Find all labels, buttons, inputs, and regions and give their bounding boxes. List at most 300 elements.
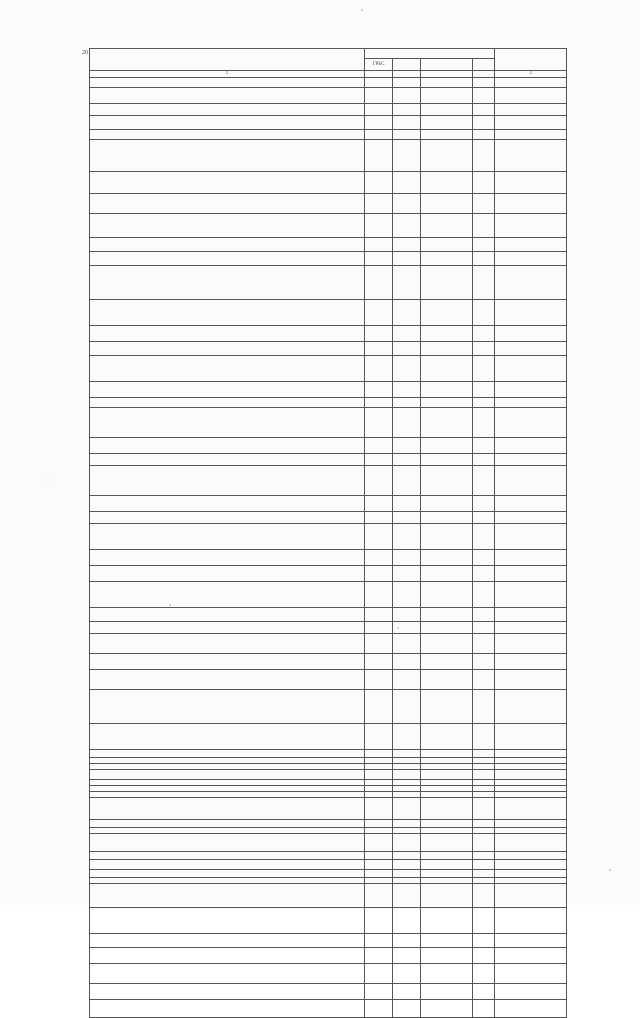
table-cell-grbs: [365, 549, 393, 565]
table-cell-section: [393, 511, 421, 523]
table-cell-section: [393, 355, 421, 381]
table-body: [90, 77, 567, 1017]
table-cell-name: [90, 749, 365, 757]
table-cell-sum: [495, 437, 567, 453]
table-cell-kind: [473, 523, 495, 549]
table-cell-section: [393, 237, 421, 251]
table-cell-sum: [495, 933, 567, 947]
table-cell-name: [90, 407, 365, 437]
table-cell-name: [90, 769, 365, 779]
table-row: [90, 325, 567, 341]
table-cell-name: [90, 999, 365, 1017]
table-cell-section: [393, 103, 421, 115]
table-cell-target: [421, 397, 473, 407]
table-row: [90, 607, 567, 621]
table-cell-name: [90, 495, 365, 511]
table-cell-target: [421, 523, 473, 549]
table-cell-grbs: [365, 581, 393, 607]
table-cell-target: [421, 723, 473, 749]
table-cell-grbs: [365, 689, 393, 723]
index-cell: 3: [495, 71, 567, 78]
table-cell-grbs: [365, 523, 393, 549]
table-cell-target: [421, 833, 473, 851]
table-cell-target: [421, 797, 473, 819]
table-row: [90, 819, 567, 827]
table-cell-section: [393, 669, 421, 689]
table-cell-section: [393, 607, 421, 621]
table-row: [90, 797, 567, 819]
table-cell-sum: [495, 511, 567, 523]
table-row: [90, 947, 567, 963]
table-cell-section: [393, 437, 421, 453]
table-cell-sum: [495, 607, 567, 621]
table-cell-target: [421, 407, 473, 437]
table-cell-sum: [495, 819, 567, 827]
table-cell-sum: [495, 397, 567, 407]
table-cell-sum: [495, 869, 567, 877]
table-cell-target: [421, 653, 473, 669]
table-cell-sum: [495, 139, 567, 171]
table-cell-section: [393, 769, 421, 779]
table-cell-kind: [473, 723, 495, 749]
table-cell-kind: [473, 669, 495, 689]
header-sum: [495, 49, 567, 71]
table-cell-grbs: [365, 87, 393, 103]
table-cell-kind: [473, 465, 495, 495]
table-cell-kind: [473, 689, 495, 723]
table-cell-name: [90, 453, 365, 465]
table-cell-target: [421, 103, 473, 115]
table-cell-kind: [473, 833, 495, 851]
table-cell-section: [393, 851, 421, 859]
table-cell-grbs: [365, 633, 393, 653]
table-cell-name: [90, 193, 365, 213]
table-cell-section: [393, 495, 421, 511]
table-cell-name: [90, 171, 365, 193]
table-cell-kind: [473, 495, 495, 511]
table-cell-name: [90, 689, 365, 723]
header-section: [393, 59, 421, 71]
table-cell-target: [421, 749, 473, 757]
table-cell-target: [421, 947, 473, 963]
table-row: [90, 621, 567, 633]
table-cell-target: [421, 265, 473, 299]
table-cell-grbs: [365, 907, 393, 933]
table-cell-section: [393, 797, 421, 819]
table-cell-target: [421, 325, 473, 341]
table-cell-target: [421, 851, 473, 859]
table-cell-sum: [495, 999, 567, 1017]
table-row: [90, 77, 567, 87]
table-cell-kind: [473, 851, 495, 859]
table-cell-name: [90, 869, 365, 877]
table-cell-target: [421, 565, 473, 581]
table-cell-sum: [495, 115, 567, 129]
table-cell-kind: [473, 907, 495, 933]
table-row: [90, 129, 567, 139]
table-cell-section: [393, 251, 421, 265]
table-cell-sum: [495, 963, 567, 983]
table-cell-target: [421, 999, 473, 1017]
table-cell-section: [393, 907, 421, 933]
table-cell-target: [421, 769, 473, 779]
table-cell-sum: [495, 251, 567, 265]
table-row: [90, 549, 567, 565]
table-cell-kind: [473, 769, 495, 779]
table-row: [90, 723, 567, 749]
table-cell-section: [393, 87, 421, 103]
table-cell-name: [90, 581, 365, 607]
table-cell-sum: [495, 859, 567, 869]
table-cell-name: [90, 907, 365, 933]
table-cell-target: [421, 607, 473, 621]
table-cell-sum: [495, 723, 567, 749]
table-cell-sum: [495, 103, 567, 115]
header-codes: [365, 49, 495, 59]
table-cell-name: [90, 549, 365, 565]
table-cell-grbs: [365, 769, 393, 779]
table-cell-target: [421, 87, 473, 103]
table-cell-sum: [495, 947, 567, 963]
table-row: [90, 963, 567, 983]
table-cell-sum: [495, 523, 567, 549]
table-cell-grbs: [365, 851, 393, 859]
table-cell-sum: [495, 633, 567, 653]
table-row: [90, 381, 567, 397]
table-cell-target: [421, 77, 473, 87]
table-cell-section: [393, 883, 421, 907]
table-cell-section: [393, 859, 421, 869]
table-row: [90, 437, 567, 453]
table-cell-sum: [495, 769, 567, 779]
table-cell-grbs: [365, 193, 393, 213]
header-target: [421, 59, 473, 71]
table-cell-section: [393, 193, 421, 213]
table-cell-sum: [495, 669, 567, 689]
table-cell-name: [90, 139, 365, 171]
table-cell-grbs: [365, 723, 393, 749]
table-cell-name: [90, 397, 365, 407]
table-cell-kind: [473, 139, 495, 171]
table-cell-target: [421, 689, 473, 723]
table-cell-target: [421, 129, 473, 139]
page-number: 20: [82, 50, 88, 56]
table-cell-target: [421, 437, 473, 453]
table-cell-name: [90, 237, 365, 251]
table-row: [90, 565, 567, 581]
table-cell-grbs: [365, 213, 393, 237]
table-cell-section: [393, 397, 421, 407]
table-cell-grbs: [365, 819, 393, 827]
table-row: [90, 769, 567, 779]
table-cell-sum: [495, 581, 567, 607]
table-cell-name: [90, 511, 365, 523]
table-cell-grbs: [365, 171, 393, 193]
table-cell-kind: [473, 397, 495, 407]
table-cell-sum: [495, 265, 567, 299]
table-row: [90, 983, 567, 999]
table-cell-grbs: [365, 833, 393, 851]
table-cell-section: [393, 171, 421, 193]
table-cell-grbs: [365, 465, 393, 495]
table-cell-section: [393, 299, 421, 325]
table-cell-section: [393, 341, 421, 355]
table-cell-section: [393, 77, 421, 87]
table-cell-grbs: [365, 983, 393, 999]
table-row: [90, 251, 567, 265]
table-cell-section: [393, 689, 421, 723]
table-row: [90, 749, 567, 757]
table-cell-target: [421, 907, 473, 933]
table-cell-section: [393, 633, 421, 653]
table-cell-kind: [473, 115, 495, 129]
table-cell-sum: [495, 749, 567, 757]
table-cell-grbs: [365, 115, 393, 129]
table-cell-section: [393, 265, 421, 299]
table-cell-grbs: [365, 299, 393, 325]
table-cell-grbs: [365, 437, 393, 453]
table-row: [90, 407, 567, 437]
table-cell-sum: [495, 653, 567, 669]
table-cell-sum: [495, 907, 567, 933]
table-cell-kind: [473, 453, 495, 465]
table-cell-section: [393, 581, 421, 607]
table-cell-kind: [473, 341, 495, 355]
table-cell-kind: [473, 213, 495, 237]
table-cell-sum: [495, 465, 567, 495]
table-cell-grbs: [365, 859, 393, 869]
table-row: [90, 495, 567, 511]
table-cell-name: [90, 115, 365, 129]
table-cell-sum: [495, 193, 567, 213]
table-cell-kind: [473, 947, 495, 963]
table-cell-kind: [473, 87, 495, 103]
table-cell-kind: [473, 819, 495, 827]
table-cell-grbs: [365, 883, 393, 907]
table-row: [90, 833, 567, 851]
table-cell-target: [421, 115, 473, 129]
table-cell-name: [90, 933, 365, 947]
table-row: [90, 511, 567, 523]
table-cell-target: [421, 213, 473, 237]
table-cell-name: [90, 797, 365, 819]
header-name: [90, 49, 365, 71]
table-cell-target: [421, 883, 473, 907]
table-row: [90, 453, 567, 465]
table-cell-grbs: [365, 237, 393, 251]
table-cell-section: [393, 115, 421, 129]
table-cell-kind: [473, 77, 495, 87]
table-cell-kind: [473, 381, 495, 397]
table-row: [90, 669, 567, 689]
table-cell-name: [90, 381, 365, 397]
table-cell-name: [90, 355, 365, 381]
table-cell-section: [393, 653, 421, 669]
table-row: [90, 523, 567, 549]
table-cell-target: [421, 669, 473, 689]
table-cell-kind: [473, 565, 495, 581]
table-cell-kind: [473, 999, 495, 1017]
table-row: [90, 103, 567, 115]
table-cell-kind: [473, 653, 495, 669]
table-cell-grbs: [365, 963, 393, 983]
table-row: [90, 115, 567, 129]
table-cell-target: [421, 139, 473, 171]
table-cell-grbs: [365, 653, 393, 669]
table-cell-name: [90, 103, 365, 115]
index-cell: 1: [90, 71, 365, 78]
table-cell-target: [421, 465, 473, 495]
table-cell-section: [393, 381, 421, 397]
table-cell-sum: [495, 407, 567, 437]
table-cell-kind: [473, 549, 495, 565]
table-cell-grbs: [365, 495, 393, 511]
table-cell-section: [393, 947, 421, 963]
table-cell-kind: [473, 355, 495, 381]
table-cell-kind: [473, 171, 495, 193]
table-cell-sum: [495, 213, 567, 237]
table-cell-grbs: [365, 139, 393, 171]
table-row: [90, 465, 567, 495]
table-cell-grbs: [365, 797, 393, 819]
table-cell-section: [393, 833, 421, 851]
table-cell-grbs: [365, 129, 393, 139]
table-cell-section: [393, 723, 421, 749]
table-cell-target: [421, 581, 473, 607]
table-cell-grbs: [365, 749, 393, 757]
table-cell-section: [393, 139, 421, 171]
table-cell-section: [393, 453, 421, 465]
table-cell-kind: [473, 963, 495, 983]
table-cell-sum: [495, 299, 567, 325]
table-cell-kind: [473, 983, 495, 999]
table-cell-kind: [473, 193, 495, 213]
table-cell-name: [90, 851, 365, 859]
table-cell-section: [393, 819, 421, 827]
table-cell-name: [90, 963, 365, 983]
table-cell-name: [90, 723, 365, 749]
table-cell-section: [393, 213, 421, 237]
table-cell-sum: [495, 549, 567, 565]
table-cell-name: [90, 325, 365, 341]
table-row: [90, 859, 567, 869]
table-cell-kind: [473, 237, 495, 251]
table-cell-grbs: [365, 77, 393, 87]
table-cell-name: [90, 213, 365, 237]
table-cell-sum: [495, 77, 567, 87]
table-row: [90, 299, 567, 325]
table-cell-kind: [473, 299, 495, 325]
table-cell-grbs: [365, 265, 393, 299]
table-cell-name: [90, 819, 365, 827]
table-cell-kind: [473, 437, 495, 453]
table-cell-grbs: [365, 669, 393, 689]
table-cell-grbs: [365, 325, 393, 341]
table-cell-sum: [495, 237, 567, 251]
header-kind: [473, 59, 495, 71]
table-cell-sum: [495, 851, 567, 859]
table-row: [90, 139, 567, 171]
table-cell-kind: [473, 869, 495, 877]
table-cell-name: [90, 465, 365, 495]
table-cell-target: [421, 355, 473, 381]
table-cell-name: [90, 77, 365, 87]
table-cell-target: [421, 819, 473, 827]
table-cell-name: [90, 129, 365, 139]
table-cell-sum: [495, 355, 567, 381]
table-cell-section: [393, 465, 421, 495]
table-cell-name: [90, 653, 365, 669]
table-cell-section: [393, 129, 421, 139]
table-cell-grbs: [365, 933, 393, 947]
table-cell-kind: [473, 129, 495, 139]
table-cell-target: [421, 633, 473, 653]
table-cell-section: [393, 963, 421, 983]
table-cell-name: [90, 251, 365, 265]
table-cell-name: [90, 883, 365, 907]
table-cell-kind: [473, 581, 495, 607]
table-cell-target: [421, 299, 473, 325]
table-cell-kind: [473, 511, 495, 523]
table-cell-section: [393, 325, 421, 341]
table-cell-sum: [495, 495, 567, 511]
table-cell-kind: [473, 407, 495, 437]
table-cell-name: [90, 669, 365, 689]
table-cell-sum: [495, 621, 567, 633]
table-cell-kind: [473, 251, 495, 265]
table-cell-sum: [495, 325, 567, 341]
table-cell-name: [90, 523, 365, 549]
table-cell-kind: [473, 265, 495, 299]
table-cell-kind: [473, 883, 495, 907]
table-cell-section: [393, 407, 421, 437]
table-cell-grbs: [365, 621, 393, 633]
table-cell-sum: [495, 171, 567, 193]
table-row: [90, 933, 567, 947]
table-cell-name: [90, 265, 365, 299]
table-row: [90, 653, 567, 669]
table-cell-section: [393, 565, 421, 581]
table-cell-target: [421, 963, 473, 983]
table-row: [90, 633, 567, 653]
table-cell-sum: [495, 453, 567, 465]
table-cell-target: [421, 453, 473, 465]
table-cell-section: [393, 999, 421, 1017]
table-cell-name: [90, 565, 365, 581]
table-cell-name: [90, 607, 365, 621]
table-cell-kind: [473, 325, 495, 341]
table-row: [90, 907, 567, 933]
table-cell-kind: [473, 859, 495, 869]
table-cell-kind: [473, 749, 495, 757]
table-cell-name: [90, 341, 365, 355]
table-cell-target: [421, 869, 473, 877]
table-cell-sum: [495, 689, 567, 723]
table-cell-sum: [495, 983, 567, 999]
table-cell-section: [393, 869, 421, 877]
table-cell-target: [421, 511, 473, 523]
table-row: [90, 581, 567, 607]
table-cell-kind: [473, 103, 495, 115]
budget-table: [89, 48, 567, 1018]
table-cell-target: [421, 983, 473, 999]
table-cell-name: [90, 299, 365, 325]
table-cell-sum: [495, 87, 567, 103]
table-row: [90, 265, 567, 299]
table-cell-section: [393, 933, 421, 947]
table-cell-name: [90, 621, 365, 633]
table-cell-grbs: [365, 869, 393, 877]
